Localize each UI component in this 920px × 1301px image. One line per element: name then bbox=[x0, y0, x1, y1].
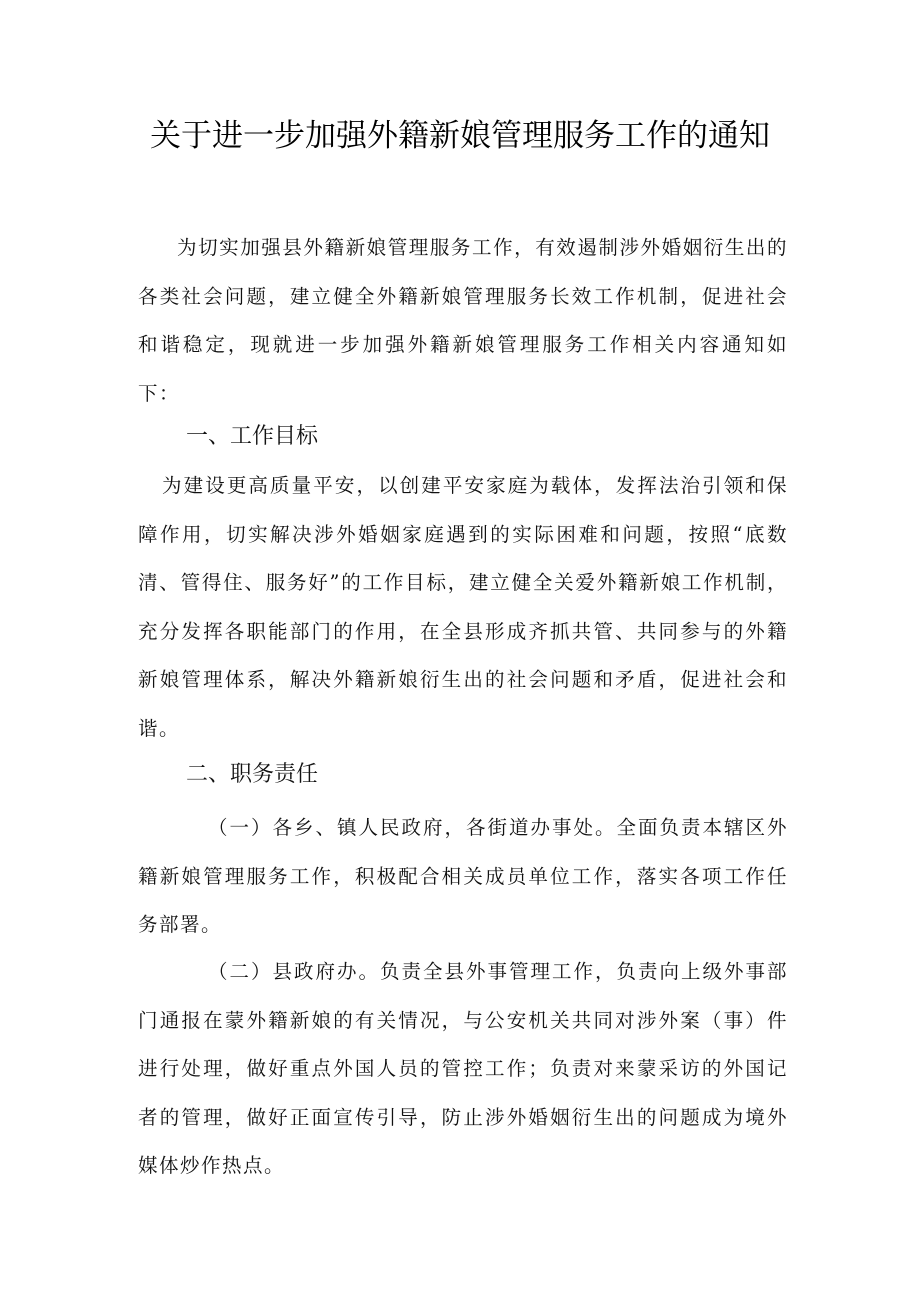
section-heading-duties: 二、职务责任 bbox=[186, 762, 319, 787]
document-title: 关于进一步加强外籍新娘管理服务工作的通知 bbox=[150, 118, 770, 154]
work-goal-paragraph: 为建设更高质量平安，以创建平安家庭为载体，发挥法治引领和保障作用，切实解决涉外婚姻家庭遇到的实际困难和问题，按照“底数清、管得住、服务好”的工作目标，建立健全关爱外籍新娘工作机制，充分发挥各职能部门的作用，在全县形成齐抓共管、共同参与的外籍新娘管理体系，解决外籍新娘衍生出的社会问题和矛盾，促进社会和谐。 bbox=[138, 474, 788, 740]
duty-paragraph-township: （一）各乡、镇人民政府，各街道办事处。全面负责本辖区外籍新娘管理服务工作，积极配合相关成员单位工作，落实各项工作任务部署。 bbox=[138, 816, 788, 936]
duty-paragraph-county-office: （二）县政府办。负责全县外事管理工作，负责向上级外事部门通报在蒙外籍新娘的有关情况，与公安机关共同对涉外案（事）件进行处理，做好重点外国人员的管控工作；负责对来蒙采访的外国记者的管理，做好正面宣传引导，防止涉外婚姻衍生出的问题成为境外媒体炒作热点。 bbox=[138, 960, 788, 1177]
intro-paragraph: 为切实加强县外籍新娘管理服务工作，有效遏制涉外婚姻衍生出的各类社会问题，建立健全外籍新娘管理服务长效工作机制，促进社会和谐稳定，现就进一步加强外籍新娘管理服务工作相关内容通知如下： bbox=[138, 236, 788, 405]
section-heading-work-goal: 一、工作目标 bbox=[186, 424, 319, 449]
